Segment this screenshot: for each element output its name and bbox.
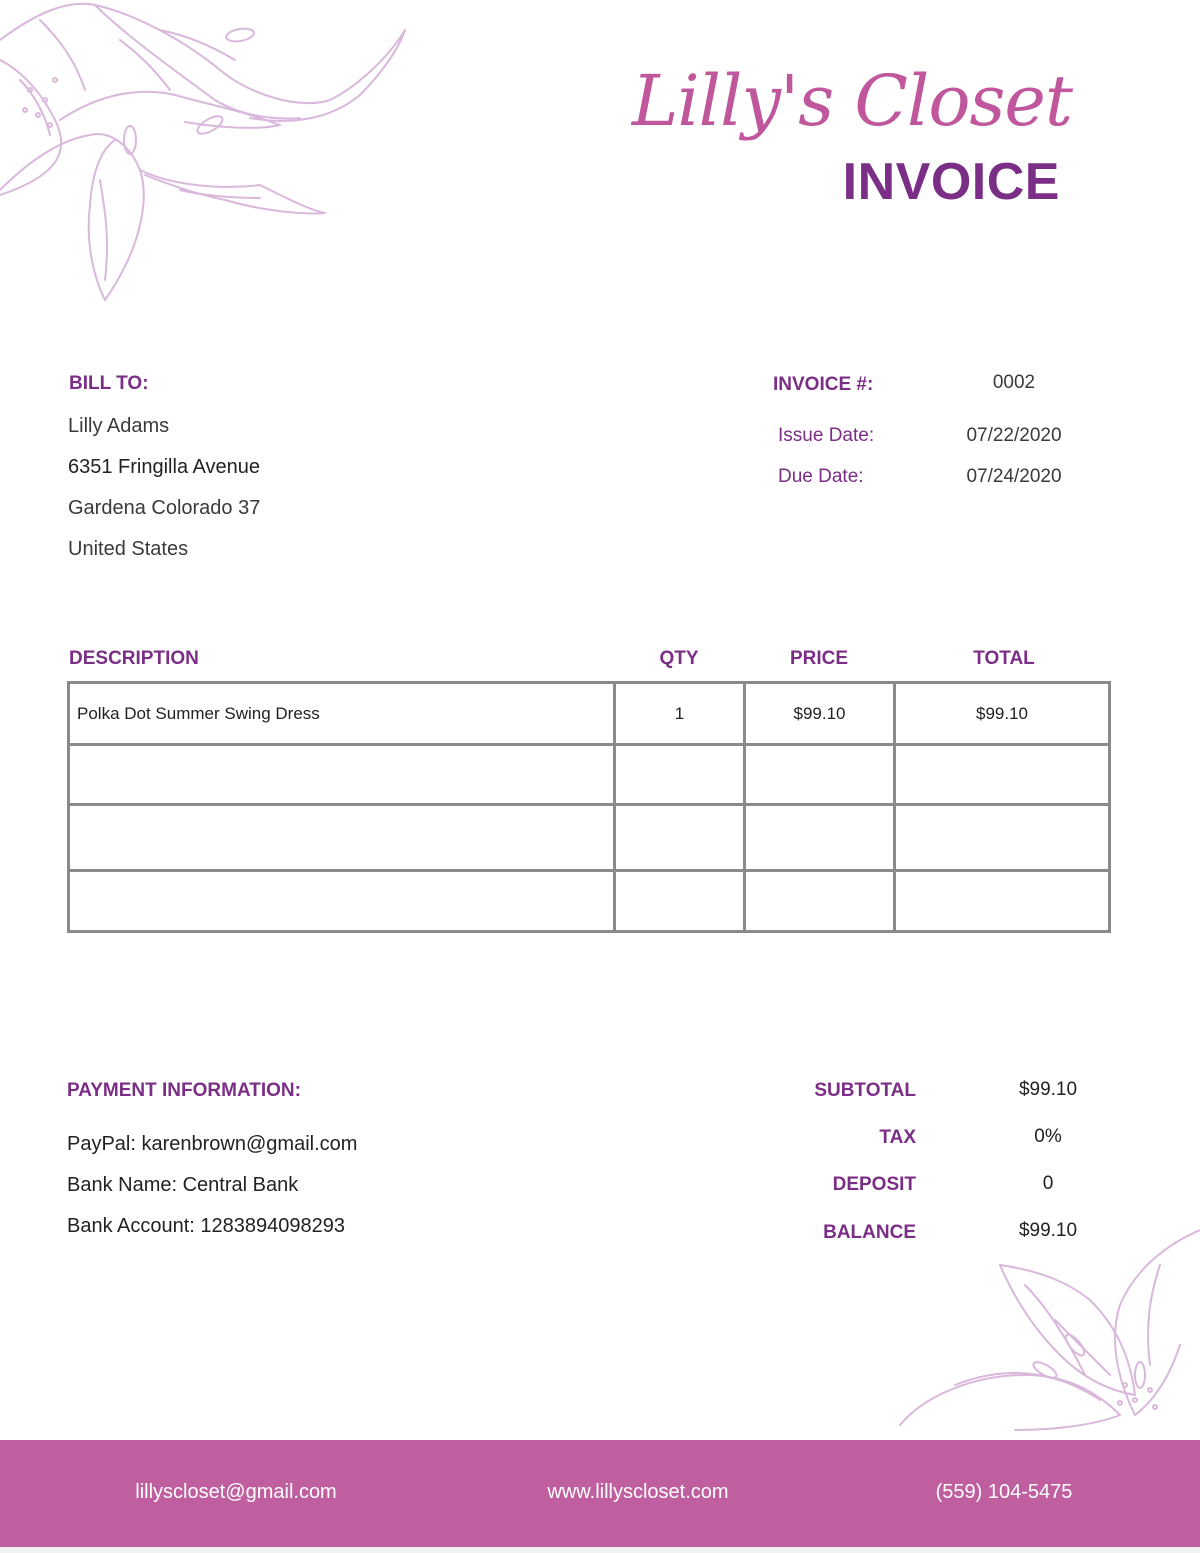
subtotal-label: SUBTOTAL — [814, 1080, 916, 1101]
footer-divider — [0, 1547, 1200, 1553]
table-row — [69, 805, 1110, 871]
bank-name-line: Bank Name: Central Bank — [67, 1174, 299, 1196]
item-description — [69, 871, 615, 932]
item-total — [895, 805, 1110, 871]
item-description — [69, 805, 615, 871]
bill-to-country: United States — [68, 538, 189, 560]
item-total — [895, 871, 1110, 932]
invoice-number: 0002 — [992, 372, 1036, 393]
bill-to-street: 6351 Fringilla Avenue — [68, 456, 260, 478]
balance-value: $99.10 — [1018, 1220, 1078, 1241]
item-price — [745, 871, 895, 932]
item-total — [895, 745, 1110, 805]
column-header-qty: QTY — [659, 648, 699, 669]
item-qty — [615, 745, 745, 805]
paypal-line: PayPal: karenbrown@gmail.com — [67, 1133, 358, 1155]
lily-flower-icon — [895, 1225, 1200, 1440]
issue-date-label: Issue Date: — [778, 425, 875, 446]
footer-website-link[interactable]: www.lillyscloset.com — [547, 1481, 729, 1503]
due-date: 07/24/2020 — [966, 466, 1062, 487]
page-title: INVOICE — [842, 153, 1060, 211]
column-header-total: TOTAL — [973, 648, 1035, 669]
item-price — [745, 805, 895, 871]
table-row — [69, 871, 1110, 932]
item-price: $99.10 — [745, 683, 895, 745]
invoice-number-label: INVOICE #: — [773, 374, 874, 395]
item-price — [745, 745, 895, 805]
deposit-label: DEPOSIT — [832, 1174, 916, 1195]
footer-phone[interactable]: (559) 104-5475 — [935, 1481, 1073, 1503]
table-row — [69, 745, 1110, 805]
bank-account-line: Bank Account: 1283894098293 — [67, 1215, 346, 1237]
footer-email-link[interactable]: lillyscloset@gmail.com — [135, 1481, 337, 1503]
deposit-value: 0 — [1042, 1173, 1054, 1194]
brand-name: Lilly's Closet — [631, 60, 1072, 142]
column-header-description: DESCRIPTION — [69, 648, 199, 669]
balance-label: BALANCE — [823, 1222, 916, 1243]
subtotal-value: $99.10 — [1018, 1079, 1078, 1100]
item-total: $99.10 — [895, 683, 1110, 745]
lily-flower-icon — [0, 0, 420, 310]
column-header-price: PRICE — [789, 648, 849, 669]
issue-date: 07/22/2020 — [966, 425, 1062, 446]
payment-info-label: PAYMENT INFORMATION: — [67, 1080, 301, 1101]
table-row — [69, 683, 1110, 745]
tax-value: 0% — [1034, 1126, 1062, 1147]
item-qty — [615, 805, 745, 871]
due-date-label: Due Date: — [778, 466, 864, 487]
bill-to-city: Gardena Colorado 37 — [68, 497, 261, 519]
item-qty: 1 — [615, 683, 745, 745]
item-qty — [615, 871, 745, 932]
item-description: Polka Dot Summer Swing Dress — [69, 683, 615, 745]
bill-to-label: BILL TO: — [69, 373, 149, 394]
tax-label: TAX — [879, 1127, 916, 1148]
bill-to-name: Lilly Adams — [68, 415, 170, 437]
item-description — [69, 745, 615, 805]
line-items-table — [67, 681, 1111, 933]
